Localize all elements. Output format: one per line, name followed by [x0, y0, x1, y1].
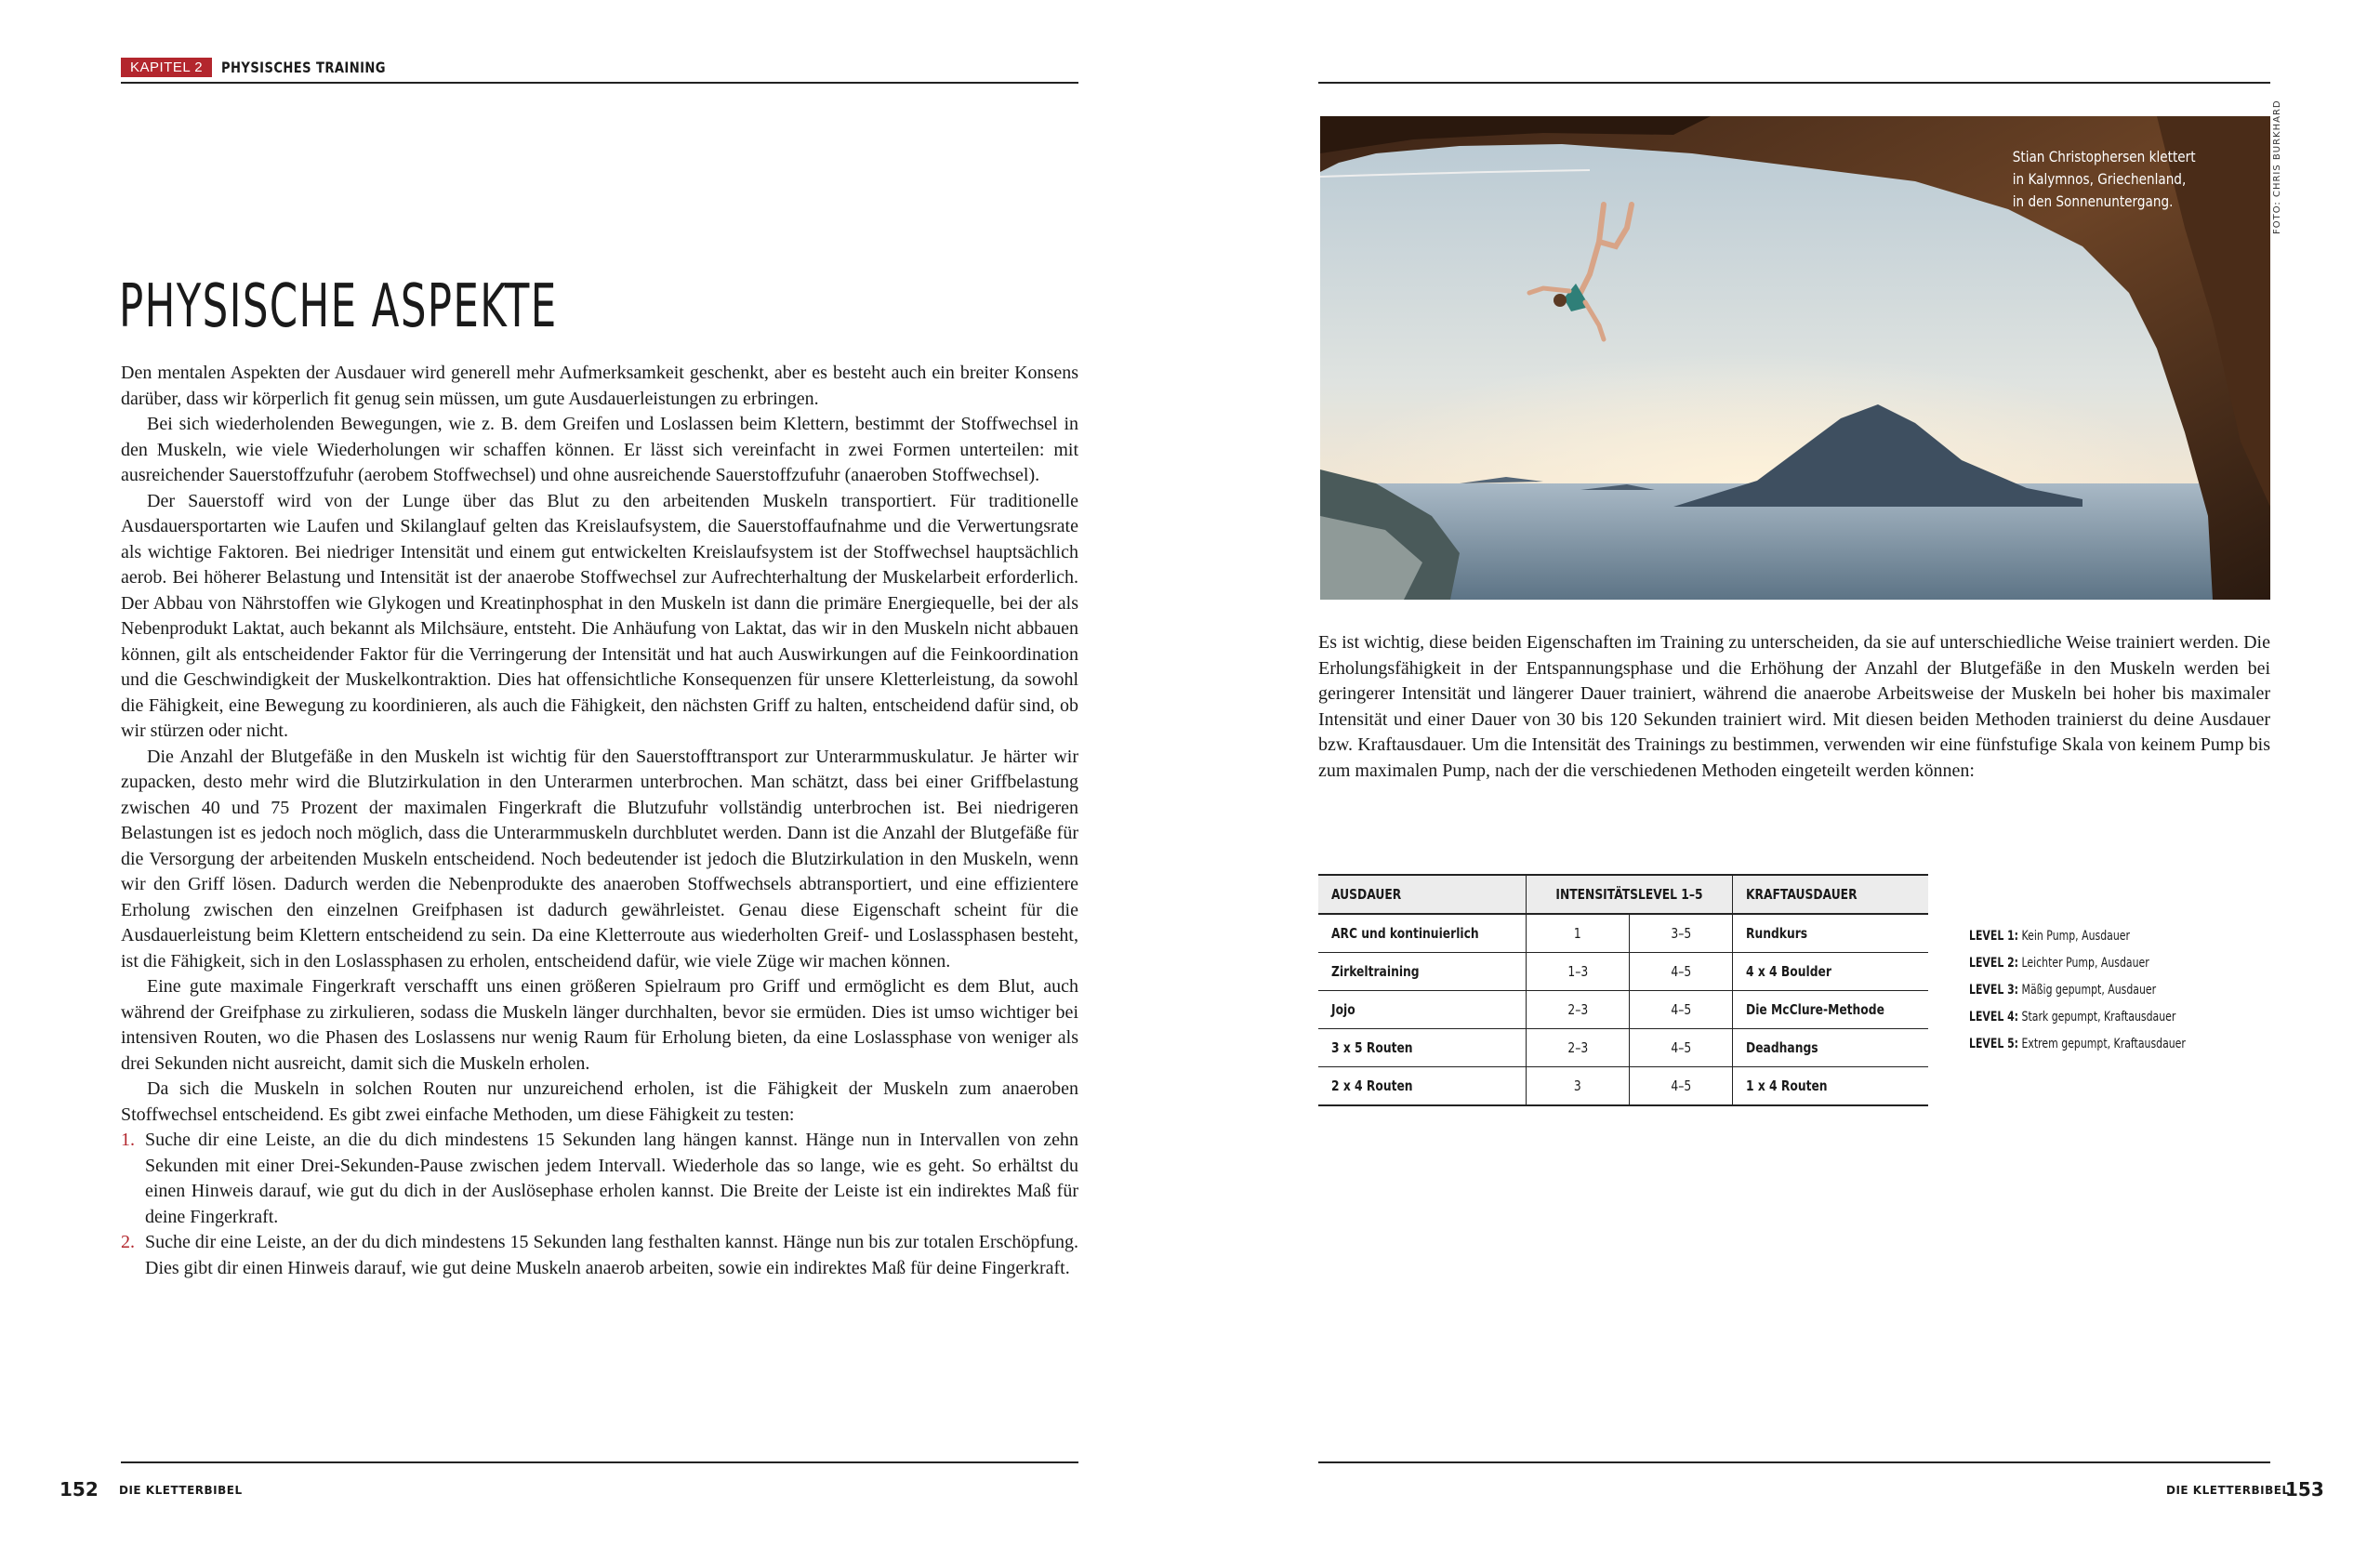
right-body-text — [1318, 630, 2270, 784]
paragraph: Den mentalen Aspekten der Ausdauer wird generell mehr Aufmerksamkeit geschenkt, aber es besteht auch ein breiter Konsens darüber, dass wir körperlich fit genug sein müssen, um gute Ausdauerleistungen zu erbringen. — [121, 363, 1078, 409]
caption-line: in Kalymnos, Griechenland, — [2013, 170, 2187, 188]
legend-item — [1969, 950, 2186, 977]
paragraph: Es ist wichtig, diese beiden Eigenschaften im Training zu unterscheiden, da sie auf unterschiedliche Weise trainiert werden. Die Erholungsfähigkeit in der Entspannungsphase und die Erhöhung der Anzahl der Blutgefäße in den Muskeln werden bei geringerer Intensität und längerer Dauer trainiert, während die anaerobe Arbeitsweise der Muskeln bei hoher bis maximaler Intensität und einer Dauer von 30 bis 120 Sekunden trainiert wird. Mit diesen beiden Methoden trainierst du deine Ausdauer bzw. Kraftausdauer. Um die Intensität des Trainings zu bestimmen, verwenden wir eine fünfstufige Skala von keinem Pump bis zum maximalen Pump, nach der die verschiedenen Methoden eingeteilt werden können: — [1318, 632, 2270, 781]
legend-label: LEVEL 2: — [1969, 956, 2019, 971]
cell-level-kraft: 4–5 — [1630, 953, 1733, 991]
climbing-photo — [1320, 116, 2270, 600]
legend-label: LEVEL 5: — [1969, 1037, 2019, 1051]
page-number-right: 153 — [2285, 1478, 2324, 1501]
training-methods-table — [1318, 874, 1928, 1106]
paragraph: Die Anzahl der Blutgefäße in den Muskeln ist wichtig für den Sauerstofftransport zur Unterarmmuskulatur. Je härter wir zupacken, desto mehr wird die Blutzirkulation in den Unterarmen unterbrochen. Man schätzt, dass bei einer Griffbelastung zwischen 40 und 75 Prozent der maximalen Fingerkraft die Blutzufuhr vollständig unterbrochen ist. Bei niedrigeren Belastungen ist es jedoch noch möglich, dass die Unterarmmuskeln durchblutet werden. Dann ist die Anzahl der Blutgefäße für die Versorgung der arbeitenden Muskeln entscheidend. Noch bedeutender ist jedoch die Blutzirkulation in den Muskeln, wenn wir den Griff lösen. Dadurch werden die Nebenprodukte des anaeroben Stoffwechsels abtransportiert, und eine effizientere Erholung zwischen den einzelnen Greifphasen ist dadurch gewährleistet. Genau diese Eigenschaft scheint für die Ausdauerleistung beim Klettern entscheidend zu sein. Da eine Kletterroute aus wiederholten Greif- und Loslassphasen besteht, ist die Fähigkeit, sich in den Loslassphasen zu erholen, entscheidend dafür, wie viele Züge wir machen können. — [121, 746, 1078, 972]
book-title-left: DIE KLETTERBIBEL — [119, 1484, 243, 1497]
intensity-level-legend — [1969, 923, 2247, 1058]
cell-kraftausdauer: 4 x 4 Boulder — [1733, 953, 1928, 991]
section-label: PHYSISCHES TRAINING — [221, 59, 387, 76]
header-kraftausdauer: KRAFTAUSDAUER — [1733, 875, 1928, 914]
table-row — [1318, 1029, 1928, 1067]
cell-level-kraft: 3–5 — [1630, 914, 1733, 953]
bottom-rule-right — [1318, 1461, 2270, 1463]
book-title-right: DIE KLETTERBIBEL — [2166, 1484, 2290, 1497]
list-text: Suche dir eine Leiste, an der du dich mindestens 15 Sekunden lang festhalten kannst. Hänge nun bis zur totalen Erschöpfung. Dies gibt dir einen Hinweis darauf, wie gut deine Muskeln anaerob arbeiten, sowie ein indirektes Maß für deine Fingerkraft. — [145, 1232, 1078, 1278]
legend-text: Extrem gepumpt, Kraftausdauer — [2021, 1037, 2186, 1051]
caption-line: Stian Christophersen klettert — [2013, 148, 2196, 165]
table-row — [1318, 914, 1928, 953]
photo-caption — [2013, 146, 2196, 213]
cell-level-ausdauer: 2–3 — [1527, 1029, 1630, 1067]
legend-item — [1969, 1031, 2186, 1058]
top-rule-left — [121, 82, 1078, 84]
bottom-rule-left — [121, 1461, 1078, 1463]
caption-line: in den Sonnenuntergang. — [2013, 192, 2174, 210]
cell-level-kraft: 4–5 — [1630, 991, 1733, 1029]
cell-level-kraft: 4–5 — [1630, 1029, 1733, 1067]
table-row — [1318, 991, 1928, 1029]
list-item — [121, 1128, 1078, 1230]
table-header-row — [1318, 875, 1928, 914]
cell-level-kraft: 4–5 — [1630, 1067, 1733, 1106]
page-number-left: 152 — [60, 1478, 99, 1501]
table-row — [1318, 1067, 1928, 1106]
top-rule-right — [1318, 82, 2270, 84]
cell-level-ausdauer: 3 — [1527, 1067, 1630, 1106]
running-header-left — [121, 58, 422, 77]
legend-text: Leichter Pump, Ausdauer — [2021, 956, 2149, 971]
cell-ausdauer: 2 x 4 Routen — [1318, 1067, 1527, 1106]
list-number: 1. — [121, 1130, 135, 1150]
paragraph: Der Sauerstoff wird von der Lunge über das Blut zu den arbeitenden Muskeln transportiert. Für traditionelle Ausdauersportarten wie Laufen und Skilanglauf gelten das Kreislaufsystem, die Sauerstoffaufnahme und die Verwertungsrate als wichtige Faktoren. Bei niedriger Intensität und einem gut entwickelten Kreislaufsystem ist der Stoffwechsel hauptsächlich aerob. Bei höherer Belastung und Intensität ist der anaerobe Stoffwechsel zur Aufrechterhaltung der Muskelarbeit erforderlich. Der Abbau von Nährstoffen wie Glykogen und Kreatinphosphat in den Muskeln ist dann die primäre Energiequelle, bei der als Nebenprodukt Laktat, auch bekannt als Milchsäure, entsteht. Die Anhäufung von Laktat, das wir in den Muskeln nicht abbauen können, gilt als entscheidender Faktor für die Verringerung der Intensität und hat auch Auswirkungen auf die Feinkoordination und die Geschwindigkeit der Muskelkontraktion. Dies hat offensichtliche Konsequenzen für unsere Kletterleistung, da sowohl die Fähigkeit, eine Bewegung zu koordinieren, als auch die Fähigkeit, den nächsten Griff zu halten, entscheidend dafür sind, ob wir stürzen oder nicht. — [121, 490, 1078, 741]
paragraph: Da sich die Muskeln in solchen Routen nur unzureichend erholen, ist die Fähigkeit der Muskeln zum anaeroben Stoffwechsel entscheidend. Es gibt zwei einfache Methoden, um diese Fähigkeit zu testen: — [121, 1078, 1078, 1125]
legend-item — [1969, 923, 2186, 950]
left-body-text — [121, 361, 1078, 1281]
cell-ausdauer: Zirkeltraining — [1318, 953, 1527, 991]
legend-text: Stark gepumpt, Kraftausdauer — [2021, 1010, 2176, 1025]
legend-text: Mäßig gepumpt, Ausdauer — [2021, 983, 2157, 998]
paragraph: Bei sich wiederholenden Bewegungen, wie z. B. dem Greifen und Loslassen beim Klettern, bestimmt der Stoffwechsel in den Muskeln, wie viele Wiederholungen wir schaffen können. Er lässt sich vereinfacht in zwei Formen unterteilen: mit ausreichender Sauerstoffzufuhr (aerobem Stoffwechsel) und ohne ausreichende Sauerstoffzufuhr (anaeroben Stoffwechsel). — [121, 414, 1078, 485]
cell-kraftausdauer: Deadhangs — [1733, 1029, 1928, 1067]
photo-credit: FOTO: CHRIS BURKHARD — [2272, 99, 2282, 234]
legend-item — [1969, 977, 2186, 1004]
legend-text: Kein Pump, Ausdauer — [2021, 929, 2130, 944]
cell-level-ausdauer: 1 — [1527, 914, 1630, 953]
cell-level-ausdauer: 1–3 — [1527, 953, 1630, 991]
cell-ausdauer: ARC und kontinuierlich — [1318, 914, 1527, 953]
list-number: 2. — [121, 1232, 135, 1252]
cell-level-ausdauer: 2–3 — [1527, 991, 1630, 1029]
legend-item — [1969, 1004, 2186, 1031]
cell-ausdauer: Jojo — [1318, 991, 1527, 1029]
legend-label: LEVEL 1: — [1969, 929, 2019, 944]
table-row — [1318, 953, 1928, 991]
page-title: PHYSISCHE ASPEKTE — [119, 272, 558, 341]
cell-kraftausdauer: Rundkurs — [1733, 914, 1928, 953]
chapter-tag: KAPITEL 2 — [121, 58, 212, 77]
header-intensity: INTENSITÄTSLEVEL 1–5 — [1527, 875, 1733, 914]
test-method-list — [121, 1128, 1078, 1281]
cell-ausdauer: 3 x 5 Routen — [1318, 1029, 1527, 1067]
cell-kraftausdauer: 1 x 4 Routen — [1733, 1067, 1928, 1106]
legend-label: LEVEL 3: — [1969, 983, 2019, 998]
cell-kraftausdauer: Die McClure-Methode — [1733, 991, 1928, 1029]
paragraph: Eine gute maximale Fingerkraft verschafft uns einen größeren Spielraum pro Griff und ermöglicht es dem Blut, auch während der Greifphase zu zirkulieren, sodass die Muskeln länger durchhalten, bevor sie ermüden. Dies ist umso wichtiger bei intensiven Routen, wo die Phasen des Loslassens nur wenig Raum für Erholung bieten, da eine Loslassphase von weniger als drei Sekunden nicht ausreicht, damit sich die Muskeln erholen. — [121, 976, 1078, 1074]
legend-label: LEVEL 4: — [1969, 1010, 2019, 1025]
list-item — [121, 1230, 1078, 1281]
header-ausdauer: AUSDAUER — [1318, 875, 1527, 914]
list-text: Suche dir eine Leiste, an die du dich mindestens 15 Sekunden lang hängen kannst. Hänge nun in Intervallen von zehn Sekunden mit einer Drei-Sekunden-Pause zwischen jedem Intervall. Wiederhole das so lange, wie es geht. So erhältst du einen Hinweis darauf, wie gut du dich in der Auslösephase erholen kannst. Die Breite der Leiste ist ein indirektes Maß für deine Fingerkraft. — [145, 1130, 1078, 1227]
